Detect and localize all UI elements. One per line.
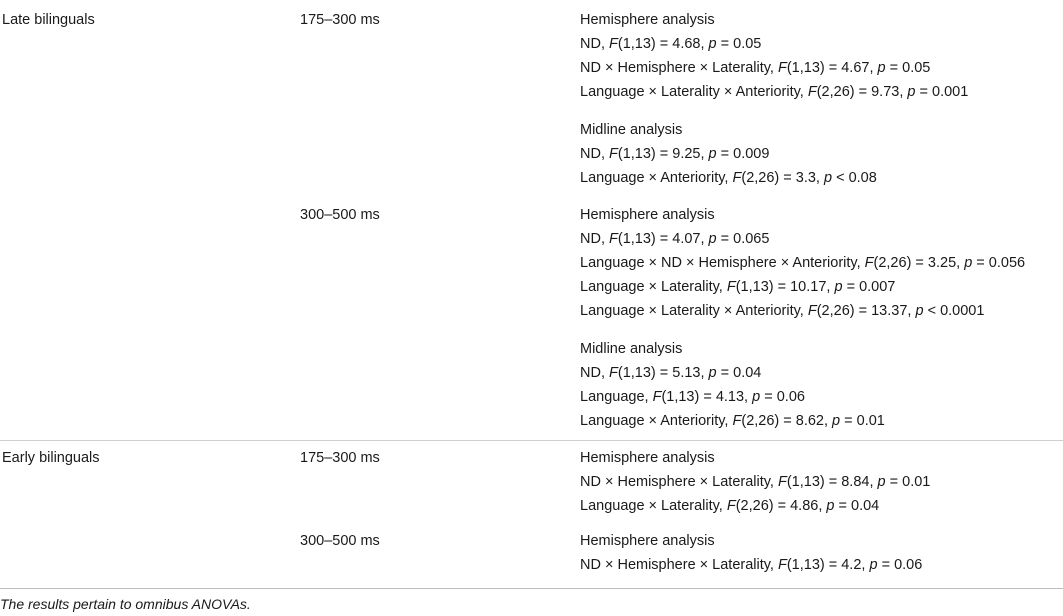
result-line: ND × Hemisphere × Laterality, F(1,13) = 4.2, p = 0.06 [580, 557, 923, 573]
result-line: ND × Hemisphere × Laterality, F(1,13) = 8.84, p = 0.01 [580, 474, 931, 490]
analysis-block [580, 118, 1063, 190]
analysis-title: Hemisphere analysis [580, 450, 715, 466]
time-window: 300–500 ms [300, 533, 380, 549]
result-line: ND, F(1,13) = 4.68, p = 0.05 [580, 36, 762, 52]
result-line: Language × ND × Hemisphere × Anteriority, F(2,26) = 3.25, p = 0.056 [580, 255, 1026, 271]
time-window: 300–500 ms [300, 207, 380, 223]
group-label [2, 529, 262, 553]
analysis-title: Midline analysis [580, 122, 683, 138]
group-label: Late bilinguals [2, 12, 95, 28]
result-line: ND, F(1,13) = 5.13, p = 0.04 [580, 365, 762, 381]
table-row [0, 8, 1063, 194]
result-line: Language × Laterality, F(1,13) = 10.17, p = 0.007 [580, 279, 896, 295]
analysis-title: Hemisphere analysis [580, 12, 715, 28]
time-window: 175–300 ms [300, 12, 380, 28]
result-line: Language × Anteriority, F(2,26) = 3.3, p < 0.08 [580, 170, 877, 186]
group-label [2, 203, 262, 227]
table-row [0, 203, 1063, 435]
group-label: Early bilinguals [2, 450, 100, 466]
result-line: Language × Laterality × Anteriority, F(2,26) = 13.37, p < 0.0001 [580, 303, 985, 319]
result-line: Language, F(1,13) = 4.13, p = 0.06 [580, 389, 805, 405]
time-window: 175–300 ms [300, 450, 380, 466]
results-cell [580, 8, 1063, 190]
result-line: ND, F(1,13) = 9.25, p = 0.009 [580, 146, 770, 162]
table-bottom-rule [0, 588, 1063, 589]
analysis-title: Hemisphere analysis [580, 533, 715, 549]
table-row [0, 529, 1063, 585]
results-cell [580, 446, 1063, 518]
analysis-block [580, 337, 1063, 433]
results-cell [580, 203, 1063, 433]
analysis-block [580, 8, 1063, 104]
table-footnote: The results pertain to omnibus ANOVAs. [0, 596, 251, 612]
results-cell [580, 529, 1063, 577]
result-line: ND, F(1,13) = 4.07, p = 0.065 [580, 231, 770, 247]
analysis-block [580, 446, 1063, 518]
analysis-title: Midline analysis [580, 341, 683, 357]
analysis-title: Hemisphere analysis [580, 207, 715, 223]
analysis-block [580, 203, 1063, 323]
result-line: Language × Laterality × Anteriority, F(2,26) = 9.73, p = 0.001 [580, 84, 969, 100]
result-line: ND × Hemisphere × Laterality, F(1,13) = 4.67, p = 0.05 [580, 60, 931, 76]
table-row [0, 440, 1063, 530]
analysis-block [580, 529, 1063, 577]
result-line: Language × Laterality, F(2,26) = 4.86, p = 0.04 [580, 498, 880, 514]
result-line: Language × Anteriority, F(2,26) = 8.62, p = 0.01 [580, 413, 885, 429]
